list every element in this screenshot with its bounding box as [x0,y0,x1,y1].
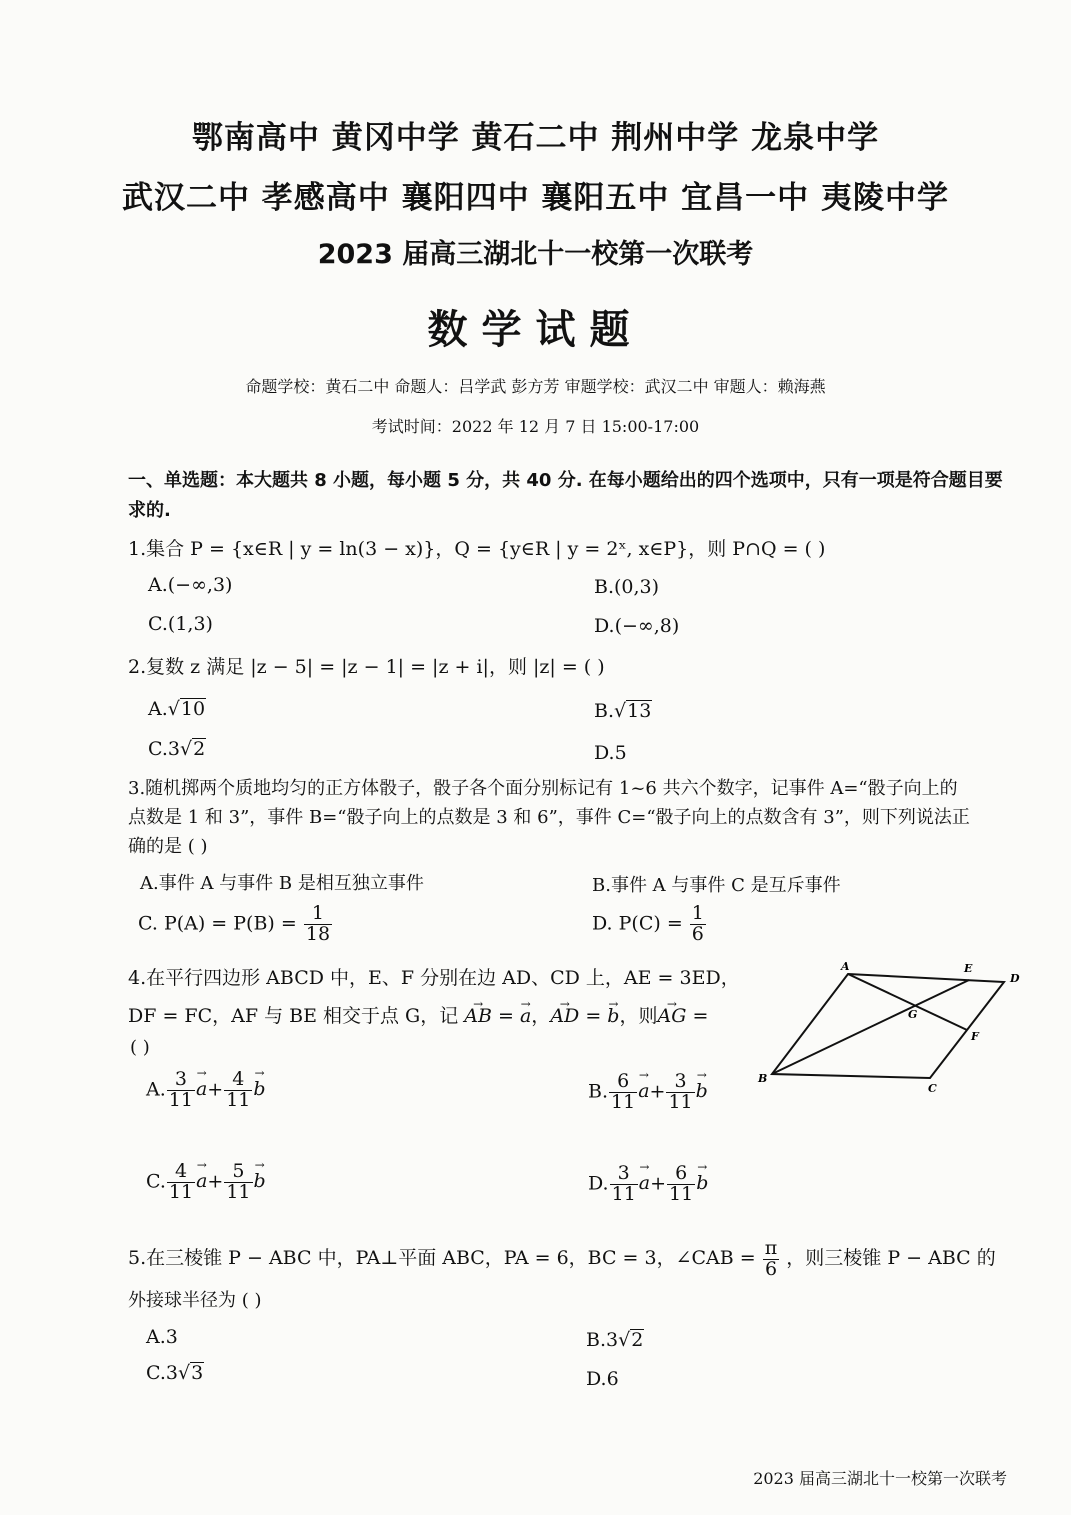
q5-option-c [146,1362,204,1384]
sqrt-sign: √ [178,1362,191,1384]
q4-line-1: 4.在平行四边形 ABCD 中，E、F 分别在边 AD、CD 上，AE = 3ED， [128,967,740,989]
fraction-numerator: 6 [609,1072,637,1093]
q5-option-c-value: 3 [191,1362,204,1384]
vector-b: → b [607,1003,619,1029]
q3-option-b: B.事件 A 与事件 C 是互斥事件 [592,875,841,896]
subject-title: 数学试题 [427,307,644,353]
q4-then: ，则 [619,1005,658,1027]
fraction-denominator: 18 [305,922,331,945]
q2-option-c [148,738,206,760]
q3-option-c-fraction [304,904,332,945]
plus-sign: + [207,1170,224,1193]
equals-sign: = [498,1005,514,1027]
vector-ab: → AB [464,1003,492,1029]
vector-b: → b [254,1170,266,1192]
fraction-numerator: 4 [167,1162,195,1183]
q5-option-a: A.3 [146,1326,178,1348]
option-label: B. [588,1080,609,1103]
fraction [667,1164,695,1205]
plus-sign: + [649,1080,666,1103]
vector-ag: → AG [657,1003,686,1029]
q5-option-b-value: 2 [631,1329,644,1351]
q4-option-b [588,1072,708,1113]
equals-sign: = [692,1005,709,1027]
fraction-denominator: 11 [611,1182,636,1205]
fraction [167,1162,195,1203]
plus-sign: + [650,1172,667,1195]
fraction-denominator: 11 [168,1088,193,1111]
q3-option-c [138,904,333,945]
fraction-numerator: π [764,1236,778,1259]
vector-a: → a [520,1003,531,1029]
q5-line-1-tail: ，则三棱锥 P − ABC 的 [786,1247,996,1269]
q4-option-d [588,1164,708,1205]
page-footer: 2023 届高三湖北十一校第一次联考 [753,1469,1007,1488]
fraction-denominator: 11 [168,1180,194,1203]
q2-option-c-label: C.3 [148,738,180,760]
q3-option-d-text: D. P(C) = [592,912,683,935]
fraction-denominator: 11 [611,1090,636,1113]
q1-option-c: C.(1,3) [148,613,213,635]
option-label: C. [146,1170,166,1193]
comma: ， [531,1005,551,1027]
q3-option-d [592,904,707,945]
schools-line-1: 鄂南高中 黄冈中学 黄石二中 荆州中学 龙泉中学 [191,120,880,156]
label-f: F [971,1030,979,1043]
label-d: D [1010,972,1020,985]
fraction-numerator: 3 [610,1164,638,1185]
segment-be [772,980,969,1074]
q4-line-3: ( ) [130,1037,150,1058]
fraction-numerator: 3 [666,1072,694,1093]
q4-line-2 [128,1003,708,1029]
label-c: C [928,1082,937,1095]
q2-option-d: D.5 [594,742,627,764]
exam-title: 2023 届高三湖北十一校第一次联考 [317,239,754,270]
q4-option-a [146,1070,266,1111]
option-label: C.3 [146,1362,178,1384]
q3-option-a: A.事件 A 与事件 B 是相互独立事件 [140,873,424,894]
schools-line-2: 武汉二中 孝感高中 襄阳四中 襄阳五中 宜昌一中 夷陵中学 [122,180,949,216]
fraction-denominator: 6 [691,922,704,945]
fraction [610,1164,638,1205]
q2-option-a [148,698,206,720]
equals-sign: = [585,1005,602,1027]
sqrt-sign: √ [618,1329,631,1351]
sqrt-sign: √ [180,738,193,760]
q3-line-2: 点数是 1 和 3”，事件 B=“骰子向上的点数是 3 和 6”，事件 C=“骰子向上的点数含有 3”，则下列说法正 [128,807,970,828]
q2-option-b-label: B. [594,700,615,722]
q2-option-c-value: 2 [193,738,206,760]
q3-option-c-text: C. P(A) = P(B) = [138,912,297,935]
option-label: A. [146,1078,166,1101]
q4-option-c [146,1162,266,1203]
segment-af [848,974,967,1030]
section-heading: 一、单选题：本大题共 8 小题，每小题 5 分，共 40 分. 在每小题给出的四个选项中，只有一项是符合题目要求的. [128,470,1003,521]
q2-stem: 2.复数 z 满足 |z − 5| = |z − 1| = |z + i|，则 |z| = ( ) [128,656,605,678]
parallelogram-abcd [772,974,1004,1078]
label-g: G [908,1008,918,1021]
q2-option-b [594,700,652,722]
option-label: D. [588,1172,609,1195]
fraction-numerator: 6 [667,1164,695,1185]
fraction [167,1070,195,1111]
vector-b: → b [253,1078,265,1100]
q5-option-d: D.6 [586,1368,619,1390]
q2-option-a-label: A. [148,698,168,720]
fraction-numerator: 3 [167,1070,195,1091]
fraction [224,1162,252,1203]
vector-ad: → AD [550,1003,579,1029]
author-line: 命题学校：黄石二中 命题人：吕学武 彭方芳 审题学校：武汉二中 审题人：赖海燕 [245,377,826,396]
time-line: 考试时间：2022 年 12 月 7 日 15:00-17:00 [371,417,700,436]
vector-a: → a [638,1080,649,1102]
vector-a: → a [639,1172,650,1194]
sqrt-sign: √ [614,700,627,722]
vector-b: → b [696,1080,708,1102]
q1-option-d: D.(−∞,8) [594,615,680,637]
q5-line-1 [128,1238,996,1279]
fraction-numerator: 1 [304,904,332,925]
q3-option-d-fraction [690,904,706,945]
q5-option-b [586,1329,644,1351]
q1-option-b: B.(0,3) [594,576,660,598]
fraction-denominator: 11 [668,1090,693,1113]
fraction-numerator: 1 [691,902,704,924]
q3-line-3: 确的是 ( ) [128,836,208,857]
vector-a: → a [196,1078,207,1100]
q5-fraction-pi-6 [763,1236,780,1280]
vector-a: → a [196,1170,207,1192]
q1-stem: 1.集合 P = {x∈R | y = ln(3 − x)}，Q = {y∈R | y = 2ˣ, x∈P}，则 P∩Q = ( ) [128,538,826,560]
q4-line-2-text: DF = FC，AF 与 BE 相交于点 G，记 [128,1005,459,1027]
fraction-denominator: 6 [764,1257,778,1280]
q2-option-a-value: 10 [180,698,206,720]
fraction-denominator: 11 [226,1088,251,1111]
sqrt-sign: √ [167,698,180,720]
q1-option-a: A.(−∞,3) [148,574,233,596]
fraction [609,1072,637,1113]
vector-b: → b [696,1172,708,1194]
label-e: E [964,962,973,975]
label-a: A [841,960,850,973]
fraction-denominator: 11 [669,1182,694,1205]
fraction-numerator: 5 [224,1162,252,1183]
q5-line-1-text: 5.在三棱锥 P − ABC 中，PA⊥平面 ABC，PA = 6，BC = 3，∠CAB = [128,1247,756,1269]
q3-line-1: 3.随机掷两个质地均匀的正方体骰子，骰子各个面分别标记有 1~6 共六个数字，记事件 A=“骰子向上的 [128,778,958,799]
option-label: B.3 [586,1329,619,1351]
label-b: B [758,1072,768,1085]
parallelogram-figure [752,956,1032,1096]
fraction [666,1072,694,1113]
q5-line-2: 外接球半径为 ( ) [128,1290,262,1311]
fraction-numerator: 4 [224,1070,252,1091]
fraction [224,1070,252,1111]
plus-sign: + [207,1078,224,1101]
fraction-denominator: 11 [226,1180,251,1203]
q2-option-b-value: 13 [627,700,652,722]
